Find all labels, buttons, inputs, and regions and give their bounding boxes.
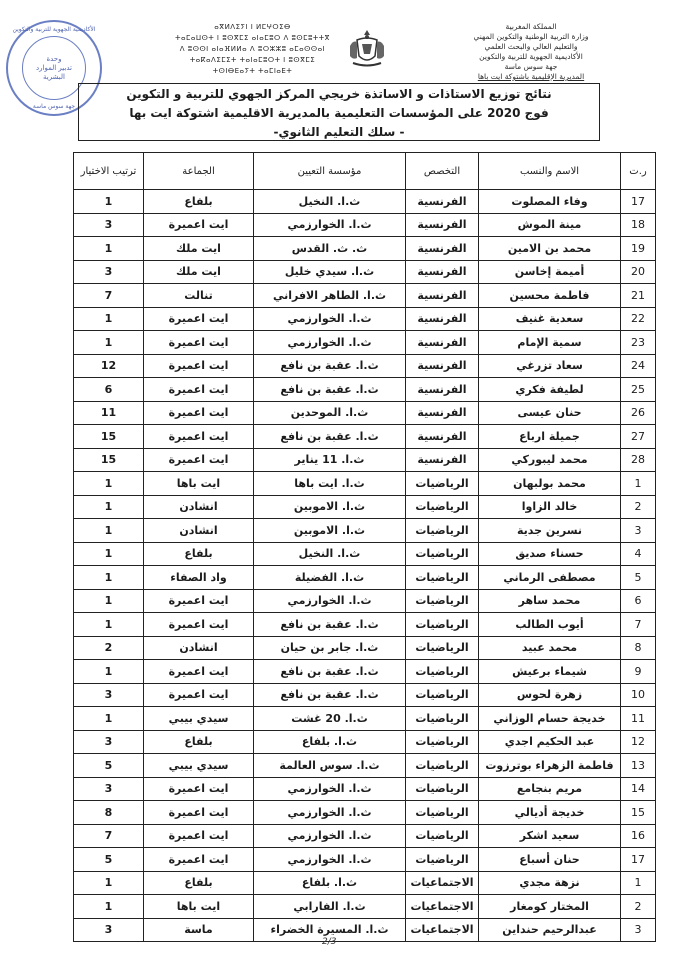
table-row — [74, 190, 656, 214]
cell-rank: 1 — [74, 542, 144, 566]
cell-num: 27 — [621, 425, 656, 449]
cell-specialty: الفرنسية — [406, 401, 479, 425]
cell-institution: ث.ا. المسيرة الخضراء — [254, 918, 406, 942]
cell-rank: 1 — [74, 237, 144, 261]
stamp-ring-bottom: جهة سوس ماسة — [32, 103, 76, 110]
title-line1: نتائج توزيع الاستاذات و الاساتذة خريجي المركز الجهوي للتربية و التكوين — [126, 87, 552, 101]
cell-specialty: الرياضيات — [406, 636, 479, 660]
cell-name: المختار كومغار — [479, 895, 621, 919]
cell-commune: ايت اعميرة — [144, 589, 254, 613]
cell-name: خديجة أديالي — [479, 801, 621, 825]
tifinagh-line4: ⵜⴰⴽⴰⴷⵉⵎⵉⵜ ⵜⴰⵏⴰⵎⵓⵔⵜ ⵏ ⵓⵙⴳⵎⵉ — [189, 56, 316, 64]
cell-num: 22 — [621, 307, 656, 331]
header-institution: مؤسسة التعيين — [254, 153, 406, 190]
document-title — [78, 83, 600, 141]
cell-name: لطيفة فكري — [479, 378, 621, 402]
cell-rank: 15 — [74, 425, 144, 449]
table-row — [74, 613, 656, 637]
cell-commune: ايت اعميرة — [144, 777, 254, 801]
cell-name: جميلة ارباع — [479, 425, 621, 449]
cell-specialty: الفرنسية — [406, 213, 479, 237]
table-row — [74, 636, 656, 660]
table-row — [74, 730, 656, 754]
table-row — [74, 237, 656, 261]
cell-institution: ث.ا. عقبة بن نافع — [254, 660, 406, 684]
table-row — [74, 683, 656, 707]
cell-specialty: الاجتماعيات — [406, 918, 479, 942]
header-name: الاسم والنسب — [479, 153, 621, 190]
table-row — [74, 425, 656, 449]
cell-num: 14 — [621, 777, 656, 801]
cell-commune: ايت اعميرة — [144, 401, 254, 425]
cell-institution: ث.ا. الخوارزمي — [254, 213, 406, 237]
cell-commune: ماسة — [144, 918, 254, 942]
cell-rank: 3 — [74, 683, 144, 707]
tifinagh-line5: ⵜⵙⵏⴱⴹⴰⵢⵜ ⵜⴰⵎⵏⴰⴹⵜ — [212, 67, 293, 75]
cell-specialty: الرياضيات — [406, 519, 479, 543]
cell-commune: ايت اعميرة — [144, 448, 254, 472]
table-header-row — [74, 153, 656, 190]
cell-commune: سيدي بيبي — [144, 707, 254, 731]
cell-num: 19 — [621, 237, 656, 261]
cell-institution: ث.ا. النخيل — [254, 542, 406, 566]
cell-num: 20 — [621, 260, 656, 284]
cell-commune: ايت اعميرة — [144, 660, 254, 684]
cell-institution: ث.ا. بلفاع — [254, 730, 406, 754]
cell-commune: ايت اعميرة — [144, 683, 254, 707]
table-row — [74, 331, 656, 355]
cell-specialty: الرياضيات — [406, 542, 479, 566]
table-row — [74, 378, 656, 402]
header-rank: ترتيب الاختيار — [74, 153, 144, 190]
cell-specialty: الرياضيات — [406, 613, 479, 637]
cell-num: 25 — [621, 378, 656, 402]
cell-num: 12 — [621, 730, 656, 754]
cell-num: 10 — [621, 683, 656, 707]
cell-institution: ث.ا. الاموبين — [254, 519, 406, 543]
cell-specialty: الرياضيات — [406, 566, 479, 590]
cell-commune: ايت باها — [144, 895, 254, 919]
cell-name: سعيد اشكر — [479, 824, 621, 848]
cell-specialty: الرياضيات — [406, 848, 479, 872]
table-row — [74, 401, 656, 425]
cell-rank: 8 — [74, 801, 144, 825]
cell-rank: 3 — [74, 730, 144, 754]
table-row — [74, 777, 656, 801]
cell-num: 1 — [621, 871, 656, 895]
cell-num: 11 — [621, 707, 656, 731]
cell-commune: ايت اعميرة — [144, 824, 254, 848]
table-row — [74, 354, 656, 378]
ministry-line5: جهة سوس ماسة — [504, 62, 558, 71]
table-row — [74, 260, 656, 284]
cell-commune: بلفاع — [144, 871, 254, 895]
cell-num: 1 — [621, 472, 656, 496]
cell-commune: سيدي بيبي — [144, 754, 254, 778]
cell-specialty: الرياضيات — [406, 801, 479, 825]
cell-institution: ث.ا. الفارابي — [254, 895, 406, 919]
cell-specialty: الرياضيات — [406, 660, 479, 684]
cell-num: 5 — [621, 566, 656, 590]
cell-num: 4 — [621, 542, 656, 566]
cell-name: زهرة لحوس — [479, 683, 621, 707]
table-row — [74, 213, 656, 237]
title-line2: فوج 2020 على المؤسسات التعليمية بالمديرية الاقليمية اشتوكة ايت بها — [129, 106, 549, 120]
cell-specialty: الفرنسية — [406, 354, 479, 378]
tifinagh-line1: ⴰⴳⵍⴷⵉⵢⵏ ⵏ ⵍⵎⵖⵔⵉⴱ — [214, 23, 291, 31]
title-line3: - سلك التعليم الثانوي- — [273, 125, 405, 139]
cell-specialty: الاجتماعيات — [406, 895, 479, 919]
cell-rank: 3 — [74, 777, 144, 801]
cell-rank: 1 — [74, 895, 144, 919]
header-commune: الجماعة — [144, 153, 254, 190]
cell-specialty: الاجتماعيات — [406, 871, 479, 895]
cell-rank: 1 — [74, 519, 144, 543]
cell-rank: 1 — [74, 472, 144, 496]
cell-specialty: الفرنسية — [406, 307, 479, 331]
cell-num: 6 — [621, 589, 656, 613]
cell-name: حسناء صديق — [479, 542, 621, 566]
cell-institution: ث.ا. عقبة بن نافع — [254, 425, 406, 449]
cell-institution: ث.ا. الخوارزمي — [254, 331, 406, 355]
table-row — [74, 754, 656, 778]
cell-specialty: الفرنسية — [406, 260, 479, 284]
cell-num: 24 — [621, 354, 656, 378]
cell-institution: ث.ا. عقبة بن نافع — [254, 613, 406, 637]
cell-commune: ايت اعميرة — [144, 331, 254, 355]
table-row — [74, 495, 656, 519]
cell-specialty: الرياضيات — [406, 707, 479, 731]
cell-commune: انشادن — [144, 495, 254, 519]
tifinagh-line3: ⴷ ⵓⵙⵙⵏ ⴰⵏⴰⴼⵍⵍⴰ ⴷ ⵓⵔⵣⵣⵓ ⴰⵎⴰⵙⵙⴰⵏ — [179, 45, 326, 53]
results-table — [73, 152, 656, 942]
cell-name: عبدالرحيم حنداين — [479, 918, 621, 942]
cell-institution: ث.ا. سيدي خليل — [254, 260, 406, 284]
cell-num: 13 — [621, 754, 656, 778]
cell-commune: ايت اعميرة — [144, 213, 254, 237]
table-row — [74, 307, 656, 331]
cell-num: 16 — [621, 824, 656, 848]
cell-institution: ث.ا. الطاهر الافراني — [254, 284, 406, 308]
cell-specialty: الفرنسية — [406, 284, 479, 308]
cell-rank: 1 — [74, 871, 144, 895]
cell-commune: ايت اعميرة — [144, 425, 254, 449]
cell-rank: 1 — [74, 589, 144, 613]
cell-institution: ث.ا. الخوارزمي — [254, 777, 406, 801]
cell-name: مصطفى الرماني — [479, 566, 621, 590]
cell-institution: ث.ا. الخوارزمي — [254, 824, 406, 848]
cell-rank: 7 — [74, 824, 144, 848]
cell-commune: تنالت — [144, 284, 254, 308]
cell-specialty: الرياضيات — [406, 495, 479, 519]
cell-institution: ث.ا. الموحدين — [254, 401, 406, 425]
table-row — [74, 542, 656, 566]
coat-of-arms-icon — [345, 26, 389, 70]
ministry-line2: وزارة التربية الوطنية والتكوين المهني — [473, 32, 589, 41]
cell-num: 3 — [621, 519, 656, 543]
cell-name: محمد عبيد — [479, 636, 621, 660]
cell-num: 2 — [621, 895, 656, 919]
tifinagh-line2: ⵜⴰⵎⴰⵡⵙⵜ ⵏ ⵓⵙⴳⵎⵉ ⴰⵏⴰⵎⵓⵔ ⴷ ⵓⵙⵎⵓⵜⵜⴳ — [175, 34, 330, 42]
table-row — [74, 824, 656, 848]
cell-rank: 1 — [74, 331, 144, 355]
cell-num: 2 — [621, 495, 656, 519]
cell-name: محمد بولبهان — [479, 472, 621, 496]
table-row — [74, 707, 656, 731]
cell-specialty: الفرنسية — [406, 190, 479, 214]
cell-rank: 12 — [74, 354, 144, 378]
cell-specialty: الرياضيات — [406, 589, 479, 613]
cell-commune: بلفاع — [144, 190, 254, 214]
cell-commune: ايت اعميرة — [144, 354, 254, 378]
header-specialty: التخصص — [406, 153, 479, 190]
cell-specialty: الرياضيات — [406, 472, 479, 496]
table-row — [74, 589, 656, 613]
stamp-center-line3: البشرية — [43, 72, 65, 81]
cell-num: 28 — [621, 448, 656, 472]
cell-name: أيوب الطالب — [479, 613, 621, 637]
cell-institution: ث.ا. الخوارزمي — [254, 848, 406, 872]
cell-rank: 1 — [74, 566, 144, 590]
cell-specialty: الفرنسية — [406, 425, 479, 449]
cell-rank: 5 — [74, 754, 144, 778]
cell-commune: ايت ملك — [144, 260, 254, 284]
cell-name: محمد ليبوركي — [479, 448, 621, 472]
stamp-center-line2: تدبير الموارد — [36, 63, 72, 72]
cell-institution: ث.ا. عقبة بن نافع — [254, 683, 406, 707]
cell-rank: 1 — [74, 307, 144, 331]
cell-commune: ايت اعميرة — [144, 613, 254, 637]
cell-institution: ث.ا. ايت باها — [254, 472, 406, 496]
cell-rank: 11 — [74, 401, 144, 425]
cell-institution: ث.ا. 11 يناير — [254, 448, 406, 472]
cell-commune: ايت اعميرة — [144, 307, 254, 331]
cell-name: أميمة إخاسن — [479, 260, 621, 284]
table-row — [74, 284, 656, 308]
cell-specialty: الرياضيات — [406, 730, 479, 754]
cell-institution: ث.ا. عقبة بن نافع — [254, 378, 406, 402]
cell-name: محمد ساهر — [479, 589, 621, 613]
cell-commune: انشادن — [144, 636, 254, 660]
cell-name: وفاء المصلوت — [479, 190, 621, 214]
cell-commune: بلفاع — [144, 730, 254, 754]
table-row — [74, 519, 656, 543]
cell-rank: 2 — [74, 636, 144, 660]
cell-name: سمية الإمام — [479, 331, 621, 355]
cell-num: 23 — [621, 331, 656, 355]
cell-name: حنان عيسى — [479, 401, 621, 425]
cell-rank: 5 — [74, 848, 144, 872]
cell-specialty: الفرنسية — [406, 237, 479, 261]
cell-rank: 1 — [74, 190, 144, 214]
table-row — [74, 448, 656, 472]
table-row — [74, 801, 656, 825]
ministry-line3: والتعليم العالي والبحث العلمي — [484, 42, 578, 51]
table-row — [74, 848, 656, 872]
cell-num: 18 — [621, 213, 656, 237]
cell-institution: ث.ا. 20 غشت — [254, 707, 406, 731]
cell-rank: 3 — [74, 213, 144, 237]
stamp-center — [22, 36, 86, 100]
table-row — [74, 918, 656, 942]
cell-name: سعاد تزرغي — [479, 354, 621, 378]
table-row — [74, 895, 656, 919]
cell-name: نسرين جدية — [479, 519, 621, 543]
cell-name: فاطمة محسين — [479, 284, 621, 308]
cell-num: 17 — [621, 848, 656, 872]
cell-institution: ث.ا. الخوارزمي — [254, 307, 406, 331]
cell-institution: ث. ث. القدس — [254, 237, 406, 261]
cell-rank: 1 — [74, 707, 144, 731]
cell-commune: ايت ملك — [144, 237, 254, 261]
table-row — [74, 472, 656, 496]
cell-commune: واد الصفاء — [144, 566, 254, 590]
cell-num: 26 — [621, 401, 656, 425]
cell-num: 7 — [621, 613, 656, 637]
header-num: ر.ت — [621, 153, 656, 190]
cell-name: خديجة حسام الوزاني — [479, 707, 621, 731]
cell-name: عبد الحكيم اجدي — [479, 730, 621, 754]
cell-institution: ث.ا. النخيل — [254, 190, 406, 214]
cell-specialty: الرياضيات — [406, 683, 479, 707]
cell-name: خالد الزاوا — [479, 495, 621, 519]
cell-rank: 1 — [74, 613, 144, 637]
cell-rank: 3 — [74, 918, 144, 942]
cell-institution: ث.ا. سوس العالمة — [254, 754, 406, 778]
cell-num: 8 — [621, 636, 656, 660]
cell-specialty: الفرنسية — [406, 331, 479, 355]
cell-rank: 3 — [74, 260, 144, 284]
header-tifinagh — [170, 22, 335, 77]
cell-specialty: الرياضيات — [406, 824, 479, 848]
cell-commune: انشادن — [144, 519, 254, 543]
cell-institution: ث.ا. الاموبين — [254, 495, 406, 519]
cell-commune: ايت باها — [144, 472, 254, 496]
cell-rank: 1 — [74, 660, 144, 684]
cell-num: 17 — [621, 190, 656, 214]
ministry-line6: المديرية الإقليمية باشتوكة ايت باها — [477, 72, 585, 81]
cell-name: حنان أسباع — [479, 848, 621, 872]
cell-specialty: الفرنسية — [406, 448, 479, 472]
cell-specialty: الرياضيات — [406, 754, 479, 778]
cell-num: 21 — [621, 284, 656, 308]
cell-specialty: الفرنسية — [406, 378, 479, 402]
cell-specialty: الرياضيات — [406, 777, 479, 801]
table-body — [74, 190, 656, 942]
cell-institution: ث.ا. الخوارزمي — [254, 801, 406, 825]
ministry-line1: المملكة المغربية — [505, 22, 557, 31]
ministry-line4: الأكاديمية الجهوية للتربية والتكوين — [479, 52, 583, 61]
cell-commune: ايت اعميرة — [144, 378, 254, 402]
cell-num: 3 — [621, 918, 656, 942]
cell-institution: ث.ا. الخوارزمي — [254, 589, 406, 613]
page-number: 2/3 — [322, 937, 337, 947]
table-row — [74, 566, 656, 590]
cell-name: مينة الموش — [479, 213, 621, 237]
cell-institution: ث.ا. بلفاع — [254, 871, 406, 895]
cell-institution: ث.ا. الفضيلة — [254, 566, 406, 590]
cell-name: سعدية غنيف — [479, 307, 621, 331]
cell-num: 9 — [621, 660, 656, 684]
table-row — [74, 871, 656, 895]
cell-commune: ايت اعميرة — [144, 848, 254, 872]
cell-institution: ث.ا. عقبة بن نافع — [254, 354, 406, 378]
stamp-center-line1: وحدة — [46, 54, 62, 63]
cell-name: فاطمة الزهراء بوترزوت — [479, 754, 621, 778]
cell-rank: 1 — [74, 495, 144, 519]
cell-commune: بلفاع — [144, 542, 254, 566]
cell-num: 15 — [621, 801, 656, 825]
cell-rank: 15 — [74, 448, 144, 472]
header-ministry — [416, 22, 646, 82]
stamp-ring-top: الأكاديمية الجهوية للتربية والتكوين — [12, 26, 96, 33]
cell-name: مريم بنجامع — [479, 777, 621, 801]
table-row — [74, 660, 656, 684]
cell-rank: 7 — [74, 284, 144, 308]
cell-name: نزهة مجدي — [479, 871, 621, 895]
cell-institution: ث.ا. جابر بن حيان — [254, 636, 406, 660]
cell-rank: 6 — [74, 378, 144, 402]
cell-name: محمد بن الامين — [479, 237, 621, 261]
cell-commune: ايت اعميرة — [144, 801, 254, 825]
cell-name: شيماء برعيش — [479, 660, 621, 684]
